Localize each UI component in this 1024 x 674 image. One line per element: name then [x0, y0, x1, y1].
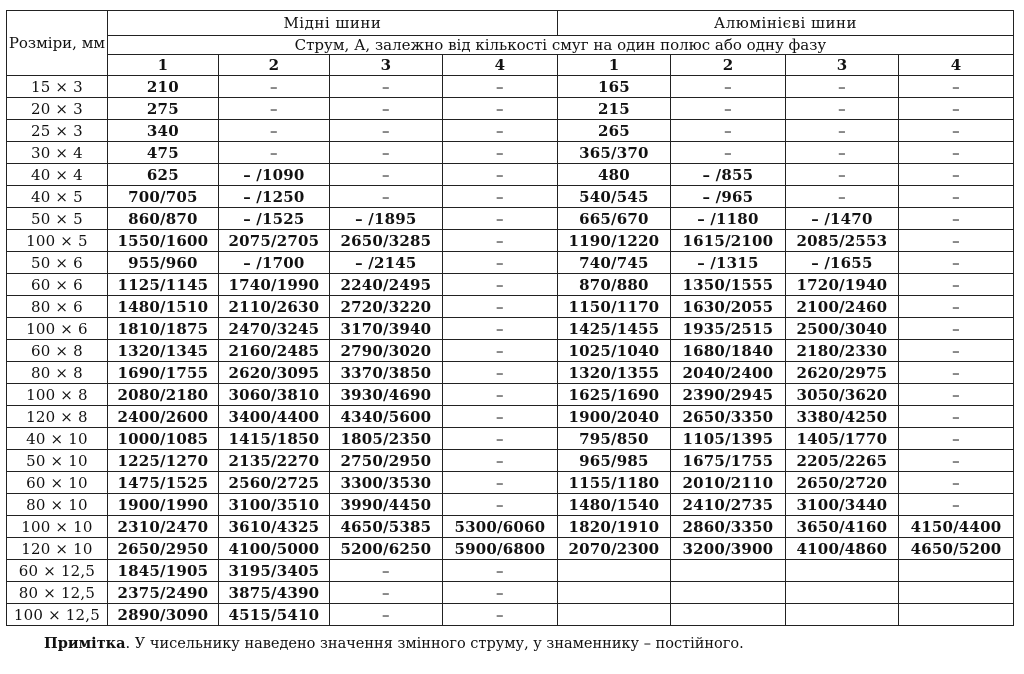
aluminum-current-cell: – [898, 142, 1013, 164]
strip-count-header: 4 [442, 55, 557, 76]
table-row [7, 604, 1014, 626]
aluminum-current-cell: 4150/4400 [898, 516, 1013, 538]
size-cell: 100 × 6 [7, 318, 108, 340]
aluminum-current-cell [557, 582, 670, 604]
table-row [7, 76, 1014, 98]
copper-current-cell: 2650/2950 [107, 538, 218, 560]
table-body [7, 76, 1014, 626]
aluminum-current-cell: 965/985 [557, 450, 670, 472]
size-cell: 60 × 10 [7, 472, 108, 494]
aluminum-current-cell [898, 560, 1013, 582]
aluminum-current-cell: – [898, 252, 1013, 274]
copper-current-cell: 1475/1525 [107, 472, 218, 494]
copper-current-cell: 1845/1905 [107, 560, 218, 582]
aluminum-current-cell: – [785, 120, 898, 142]
table-row [7, 428, 1014, 450]
strip-count-header: 2 [670, 55, 785, 76]
strip-count-header: 3 [329, 55, 442, 76]
table-row [7, 142, 1014, 164]
size-cell: 50 × 5 [7, 208, 108, 230]
copper-current-cell: 1225/1270 [107, 450, 218, 472]
aluminum-current-cell: 1190/1220 [557, 230, 670, 252]
aluminum-current-cell [557, 560, 670, 582]
copper-current-cell: – [442, 340, 557, 362]
copper-current-cell: – [442, 384, 557, 406]
copper-current-cell: – [329, 76, 442, 98]
aluminum-current-cell: 795/850 [557, 428, 670, 450]
copper-current-cell: 5900/6800 [442, 538, 557, 560]
copper-current-cell: 1125/1145 [107, 274, 218, 296]
aluminum-current-cell: 1480/1540 [557, 494, 670, 516]
size-cell: 15 × 3 [7, 76, 108, 98]
copper-current-cell: 2470/3245 [218, 318, 329, 340]
copper-current-cell: 1550/1600 [107, 230, 218, 252]
aluminum-current-cell: 2085/2553 [785, 230, 898, 252]
table-row [7, 120, 1014, 142]
copper-current-cell: – [329, 186, 442, 208]
aluminum-current-cell: 3650/4160 [785, 516, 898, 538]
aluminum-current-cell: 1350/1555 [670, 274, 785, 296]
aluminum-current-cell: – [898, 362, 1013, 384]
copper-current-cell: 2790/3020 [329, 340, 442, 362]
size-cell: 100 × 10 [7, 516, 108, 538]
copper-current-cell: 3195/3405 [218, 560, 329, 582]
copper-current-cell: – [442, 164, 557, 186]
aluminum-current-cell: 1320/1355 [557, 362, 670, 384]
aluminum-current-cell: 540/545 [557, 186, 670, 208]
copper-current-cell: 1805/2350 [329, 428, 442, 450]
table-row [7, 164, 1014, 186]
size-cell: 80 × 10 [7, 494, 108, 516]
aluminum-current-cell: – [898, 186, 1013, 208]
copper-current-cell: 2135/2270 [218, 450, 329, 472]
aluminum-current-cell: 2070/2300 [557, 538, 670, 560]
aluminum-current-cell: 4650/5200 [898, 538, 1013, 560]
copper-current-cell: – [442, 274, 557, 296]
aluminum-current-cell: 165 [557, 76, 670, 98]
copper-current-cell: – [329, 560, 442, 582]
copper-current-cell: 2750/2950 [329, 450, 442, 472]
copper-current-cell: 3875/4390 [218, 582, 329, 604]
aluminum-current-cell: 2500/3040 [785, 318, 898, 340]
copper-current-cell: 1690/1755 [107, 362, 218, 384]
aluminum-current-cell: 2040/2400 [670, 362, 785, 384]
aluminum-current-cell: 2620/2975 [785, 362, 898, 384]
aluminum-current-cell: 2205/2265 [785, 450, 898, 472]
table-row [7, 296, 1014, 318]
aluminum-current-cell: – /855 [670, 164, 785, 186]
copper-current-cell: 2160/2485 [218, 340, 329, 362]
aluminum-current-cell: 2860/3350 [670, 516, 785, 538]
table-row [7, 186, 1014, 208]
copper-current-cell: – /2145 [329, 252, 442, 274]
copper-current-cell: 275 [107, 98, 218, 120]
table-row [7, 406, 1014, 428]
aluminum-header: Алюмінієві шини [557, 11, 1013, 36]
copper-current-cell: 3060/3810 [218, 384, 329, 406]
aluminum-current-cell [670, 582, 785, 604]
aluminum-current-cell: 1155/1180 [557, 472, 670, 494]
aluminum-current-cell: 1405/1770 [785, 428, 898, 450]
copper-current-cell: – [442, 76, 557, 98]
aluminum-current-cell: – [898, 428, 1013, 450]
aluminum-current-cell: – [670, 142, 785, 164]
table-row [7, 516, 1014, 538]
copper-current-cell: 475 [107, 142, 218, 164]
copper-current-cell: – [442, 296, 557, 318]
copper-current-cell: – [442, 318, 557, 340]
aluminum-current-cell: – [898, 274, 1013, 296]
aluminum-current-cell: 1625/1690 [557, 384, 670, 406]
copper-current-cell: 2650/3285 [329, 230, 442, 252]
copper-current-cell: – /1895 [329, 208, 442, 230]
size-cell: 100 × 12,5 [7, 604, 108, 626]
copper-current-cell: 3300/3530 [329, 472, 442, 494]
aluminum-current-cell: – [670, 76, 785, 98]
aluminum-current-cell: – /1470 [785, 208, 898, 230]
aluminum-current-cell: 1025/1040 [557, 340, 670, 362]
size-cell: 25 × 3 [7, 120, 108, 142]
aluminum-current-cell: – [670, 120, 785, 142]
footnote-text: . У чисельнику наведено значення змінного струму, у знаменнику – постійного. [125, 636, 744, 652]
aluminum-current-cell [785, 560, 898, 582]
copper-current-cell: 4515/5410 [218, 604, 329, 626]
strip-count-header: 3 [785, 55, 898, 76]
copper-current-cell: – [442, 494, 557, 516]
strip-count-header: 1 [107, 55, 218, 76]
copper-current-cell: – [329, 120, 442, 142]
aluminum-current-cell [670, 604, 785, 626]
copper-current-cell: 625 [107, 164, 218, 186]
copper-current-cell: 4100/5000 [218, 538, 329, 560]
aluminum-current-cell: 1820/1910 [557, 516, 670, 538]
copper-current-cell: 4650/5385 [329, 516, 442, 538]
aluminum-current-cell: 2180/2330 [785, 340, 898, 362]
aluminum-current-cell: – [898, 406, 1013, 428]
copper-current-cell: 4340/5600 [329, 406, 442, 428]
copper-current-cell: – [442, 428, 557, 450]
copper-current-cell: – [218, 98, 329, 120]
strip-count-header: 2 [218, 55, 329, 76]
aluminum-current-cell: 3380/4250 [785, 406, 898, 428]
aluminum-current-cell: – [898, 120, 1013, 142]
copper-current-cell: – [442, 560, 557, 582]
size-cell: 60 × 12,5 [7, 560, 108, 582]
size-cell: 120 × 8 [7, 406, 108, 428]
aluminum-current-cell: – [898, 472, 1013, 494]
aluminum-current-cell: – [670, 98, 785, 120]
aluminum-current-cell [670, 560, 785, 582]
strip-count-header: 4 [898, 55, 1013, 76]
copper-current-cell: – [329, 604, 442, 626]
aluminum-current-cell: – /965 [670, 186, 785, 208]
strip-count-header: 1 [557, 55, 670, 76]
copper-current-cell: 3170/3940 [329, 318, 442, 340]
copper-current-cell: 5200/6250 [329, 538, 442, 560]
copper-current-cell: 2080/2180 [107, 384, 218, 406]
aluminum-current-cell: 1615/2100 [670, 230, 785, 252]
aluminum-current-cell: 1150/1170 [557, 296, 670, 318]
copper-current-cell: – [329, 98, 442, 120]
size-cell: 80 × 8 [7, 362, 108, 384]
copper-current-cell: – /1700 [218, 252, 329, 274]
aluminum-current-cell [557, 604, 670, 626]
aluminum-current-cell: 2390/2945 [670, 384, 785, 406]
copper-current-cell: – [442, 230, 557, 252]
aluminum-current-cell: 2650/2720 [785, 472, 898, 494]
aluminum-current-cell: 3050/3620 [785, 384, 898, 406]
copper-current-cell: 2720/3220 [329, 296, 442, 318]
copper-current-cell: – [442, 186, 557, 208]
copper-current-cell: 2375/2490 [107, 582, 218, 604]
copper-current-cell: 2560/2725 [218, 472, 329, 494]
copper-current-cell: 3990/4450 [329, 494, 442, 516]
table-row [7, 450, 1014, 472]
copper-current-cell: 2400/2600 [107, 406, 218, 428]
aluminum-current-cell: – [898, 450, 1013, 472]
copper-current-cell: 3400/4400 [218, 406, 329, 428]
aluminum-current-cell: 740/745 [557, 252, 670, 274]
footnote [44, 635, 744, 652]
aluminum-current-cell: 265 [557, 120, 670, 142]
aluminum-current-cell [785, 604, 898, 626]
copper-current-cell: 860/870 [107, 208, 218, 230]
copper-current-cell: – [218, 142, 329, 164]
aluminum-current-cell: 1680/1840 [670, 340, 785, 362]
copper-current-cell: 340 [107, 120, 218, 142]
aluminum-current-cell: 1900/2040 [557, 406, 670, 428]
copper-current-cell: – [329, 164, 442, 186]
copper-current-cell: – [442, 362, 557, 384]
aluminum-current-cell: 4100/4860 [785, 538, 898, 560]
copper-current-cell: – [329, 142, 442, 164]
table-row [7, 494, 1014, 516]
copper-current-cell: – [442, 582, 557, 604]
size-cell: 60 × 8 [7, 340, 108, 362]
size-cell: 60 × 6 [7, 274, 108, 296]
aluminum-current-cell: – [898, 76, 1013, 98]
table-row [7, 582, 1014, 604]
aluminum-current-cell: 1720/1940 [785, 274, 898, 296]
aluminum-current-cell: 665/670 [557, 208, 670, 230]
table-row [7, 252, 1014, 274]
size-cell: 40 × 10 [7, 428, 108, 450]
aluminum-current-cell: – [898, 318, 1013, 340]
aluminum-current-cell: 1425/1455 [557, 318, 670, 340]
size-cell: 30 × 4 [7, 142, 108, 164]
aluminum-current-cell: – /1655 [785, 252, 898, 274]
aluminum-current-cell: – [785, 164, 898, 186]
copper-current-cell: 1320/1345 [107, 340, 218, 362]
aluminum-current-cell: – [785, 76, 898, 98]
table-row [7, 208, 1014, 230]
table-row [7, 538, 1014, 560]
copper-current-cell: – [442, 252, 557, 274]
aluminum-current-cell: 870/880 [557, 274, 670, 296]
copper-current-cell: 2310/2470 [107, 516, 218, 538]
copper-current-cell: 3100/3510 [218, 494, 329, 516]
aluminum-current-cell: 1675/1755 [670, 450, 785, 472]
copper-current-cell: – [442, 98, 557, 120]
copper-current-cell: 1810/1875 [107, 318, 218, 340]
copper-current-cell: 210 [107, 76, 218, 98]
copper-header: Мідні шини [107, 11, 557, 36]
size-header: Розміри, мм [7, 11, 108, 76]
copper-current-cell: 1000/1085 [107, 428, 218, 450]
aluminum-current-cell: 365/370 [557, 142, 670, 164]
aluminum-current-cell: 2100/2460 [785, 296, 898, 318]
table-row [7, 230, 1014, 252]
copper-current-cell: 955/960 [107, 252, 218, 274]
table-row [7, 384, 1014, 406]
current-table-sheet [6, 10, 1014, 626]
aluminum-current-cell: – /1180 [670, 208, 785, 230]
aluminum-current-cell: – [898, 494, 1013, 516]
aluminum-current-cell: 480 [557, 164, 670, 186]
copper-current-cell: – [442, 120, 557, 142]
copper-current-cell: – /1090 [218, 164, 329, 186]
copper-current-cell: – [442, 450, 557, 472]
strip-count-row [7, 55, 1014, 76]
aluminum-current-cell: – [898, 208, 1013, 230]
current-header: Струм, А, залежно від кількості смуг на один полюс або одну фазу [107, 36, 1013, 55]
table-row [7, 98, 1014, 120]
aluminum-current-cell: 3100/3440 [785, 494, 898, 516]
size-cell: 50 × 10 [7, 450, 108, 472]
size-cell: 80 × 12,5 [7, 582, 108, 604]
copper-current-cell: – [329, 582, 442, 604]
aluminum-current-cell [785, 582, 898, 604]
copper-current-cell: 1740/1990 [218, 274, 329, 296]
copper-current-cell: – [442, 472, 557, 494]
busbar-current-table [6, 10, 1014, 626]
size-cell: 40 × 5 [7, 186, 108, 208]
aluminum-current-cell [898, 582, 1013, 604]
copper-current-cell: 700/705 [107, 186, 218, 208]
copper-current-cell: 2890/3090 [107, 604, 218, 626]
table-row [7, 362, 1014, 384]
size-cell: 50 × 6 [7, 252, 108, 274]
copper-current-cell: – [442, 406, 557, 428]
copper-current-cell: 2240/2495 [329, 274, 442, 296]
copper-current-cell: – [218, 120, 329, 142]
aluminum-current-cell: 3200/3900 [670, 538, 785, 560]
copper-current-cell: 3610/4325 [218, 516, 329, 538]
aluminum-current-cell: – /1315 [670, 252, 785, 274]
aluminum-current-cell: – [898, 296, 1013, 318]
size-cell: 100 × 5 [7, 230, 108, 252]
footnote-lead: Примітка [44, 635, 126, 652]
aluminum-current-cell: – [785, 186, 898, 208]
size-cell: 100 × 8 [7, 384, 108, 406]
aluminum-current-cell: 2650/3350 [670, 406, 785, 428]
copper-current-cell: 5300/6060 [442, 516, 557, 538]
copper-current-cell: – /1250 [218, 186, 329, 208]
copper-current-cell: – [442, 208, 557, 230]
aluminum-current-cell: 1935/2515 [670, 318, 785, 340]
aluminum-current-cell: – [898, 164, 1013, 186]
aluminum-current-cell: 215 [557, 98, 670, 120]
size-cell: 80 × 6 [7, 296, 108, 318]
copper-current-cell: – [218, 76, 329, 98]
copper-current-cell: – /1525 [218, 208, 329, 230]
table-row [7, 318, 1014, 340]
table-row [7, 472, 1014, 494]
aluminum-current-cell: 1105/1395 [670, 428, 785, 450]
table-row [7, 560, 1014, 582]
copper-current-cell: 2075/2705 [218, 230, 329, 252]
aluminum-current-cell [898, 604, 1013, 626]
aluminum-current-cell: 2410/2735 [670, 494, 785, 516]
copper-current-cell: 2110/2630 [218, 296, 329, 318]
aluminum-current-cell: – [898, 384, 1013, 406]
copper-current-cell: 2620/3095 [218, 362, 329, 384]
copper-current-cell: 3370/3850 [329, 362, 442, 384]
aluminum-current-cell: – [785, 98, 898, 120]
copper-current-cell: – [442, 142, 557, 164]
size-cell: 40 × 4 [7, 164, 108, 186]
size-cell: 20 × 3 [7, 98, 108, 120]
aluminum-current-cell: – [898, 98, 1013, 120]
copper-current-cell: 1480/1510 [107, 296, 218, 318]
size-cell: 120 × 10 [7, 538, 108, 560]
copper-current-cell: 1900/1990 [107, 494, 218, 516]
aluminum-current-cell: 2010/2110 [670, 472, 785, 494]
copper-current-cell: – [442, 604, 557, 626]
aluminum-current-cell: – [785, 142, 898, 164]
aluminum-current-cell: – [898, 230, 1013, 252]
aluminum-current-cell: 1630/2055 [670, 296, 785, 318]
copper-current-cell: 1415/1850 [218, 428, 329, 450]
copper-current-cell: 3930/4690 [329, 384, 442, 406]
aluminum-current-cell: – [898, 340, 1013, 362]
table-row [7, 274, 1014, 296]
table-row [7, 340, 1014, 362]
